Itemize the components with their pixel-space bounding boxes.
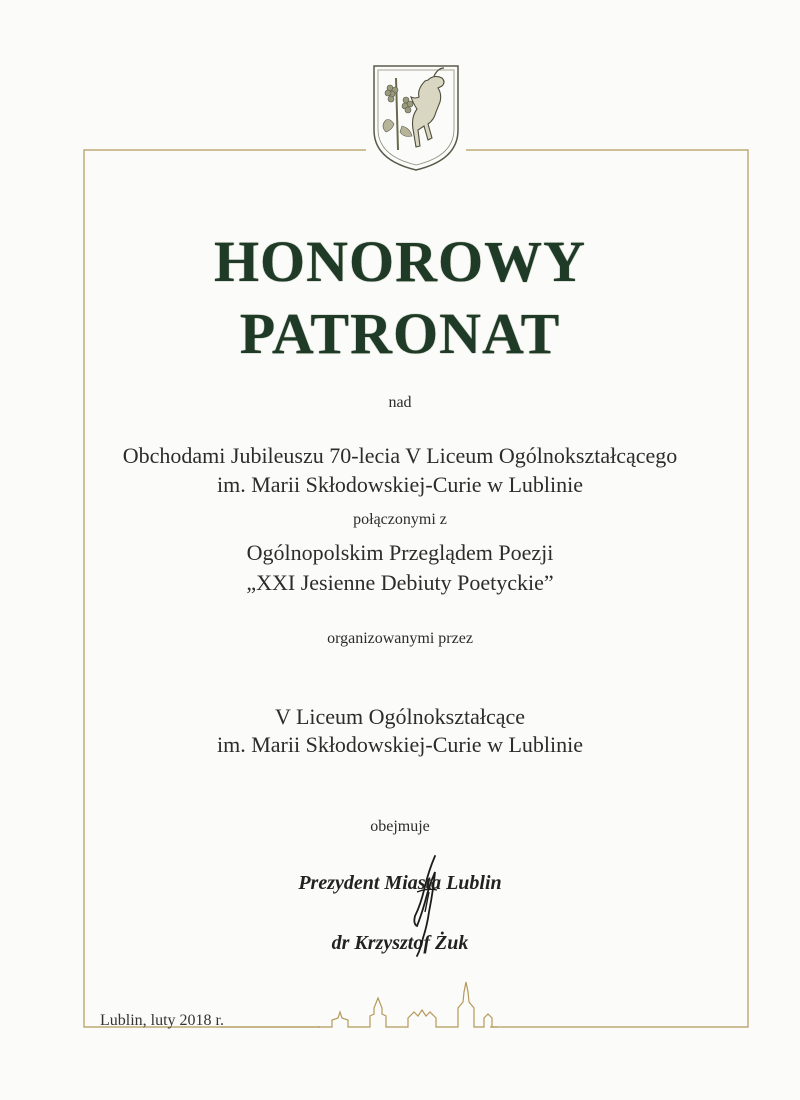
over-label: nad bbox=[388, 394, 412, 411]
city-skyline-icon bbox=[318, 968, 498, 1030]
review-line-2: „XXI Jesienne Debiuty Poetyckie” bbox=[246, 570, 554, 595]
review-line-1: Ogólnopolskim Przeglądem Poezji bbox=[246, 540, 554, 565]
organizer-line-2: im. Marii Skłodowskiej-Curie w Lublinie bbox=[216, 732, 584, 757]
title-line-1: HONOROWY bbox=[213, 229, 587, 294]
combined-label: połączonymi z bbox=[353, 511, 447, 528]
place-and-date: Lublin, luty 2018 r. bbox=[100, 1012, 224, 1029]
event-line-2: im. Marii Skłodowskiej-Curie w Lublinie bbox=[216, 472, 584, 497]
signatory-name: dr Krzysztof Żuk bbox=[331, 932, 469, 954]
handwritten-signature bbox=[395, 852, 455, 962]
lublin-coat-of-arms-icon bbox=[368, 60, 464, 172]
title-line-2: PATRONAT bbox=[239, 301, 561, 366]
event-line-1: Obchodami Jubileuszu 70-lecia V Liceum Ogólnokształcącego bbox=[122, 443, 678, 468]
organized-label: organizowanymi przez bbox=[327, 630, 473, 647]
organizer-line-1: V Liceum Ogólnokształcące bbox=[274, 704, 526, 729]
office-title: Prezydent Miasta Lublin bbox=[298, 872, 502, 894]
accepts-label: obejmuje bbox=[370, 818, 430, 835]
